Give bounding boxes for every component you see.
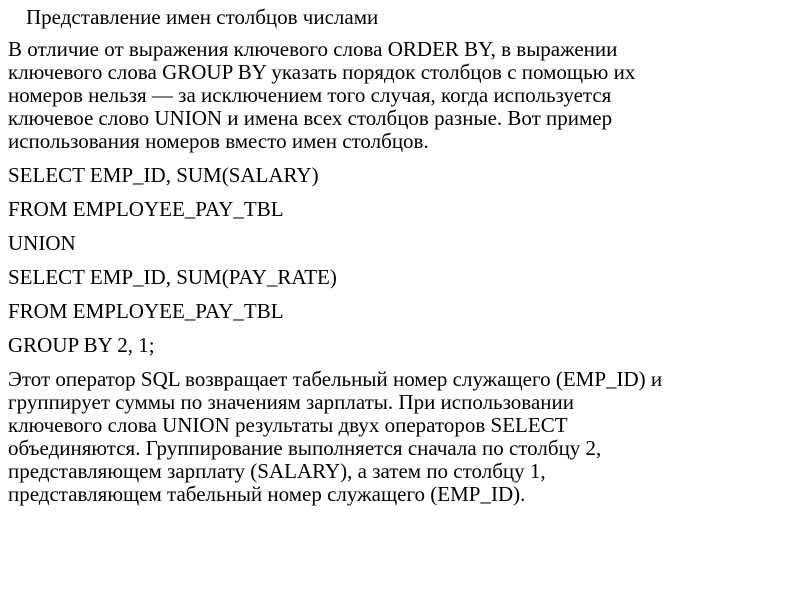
explanation-line: представляющем табельный номер служащего (EMP_ID). [8,482,526,506]
sql-code-line: SELECT EMP_ID, SUM(PAY_RATE) [8,265,337,289]
sql-code-line: SELECT EMP_ID, SUM(SALARY) [8,163,319,187]
slide-title: Представление имен столбцов числами [26,5,379,29]
intro-line: номеров нельзя — за исключением того случая, когда используется [8,83,612,107]
intro-line: ключевого слова GROUP BY указать порядок столбцов с помощью их [8,60,636,84]
sql-code-line: FROM EMPLOYEE_PAY_TBL [8,299,284,323]
intro-line: ключевое слово UNION и имена всех столбцов разные. Вот пример [8,106,613,130]
intro-paragraph [8,38,788,153]
sql-code-line: UNION [8,231,76,255]
intro-line: использования номеров вместо имен столбцов. [8,129,429,153]
slide-content [8,38,788,517]
explanation-line: объединяются. Группирование выполняется сначала по столбцу 2, [8,436,602,460]
explanation-paragraph [8,368,788,506]
explanation-line: ключевого слова UNION результаты двух операторов SELECT [8,413,568,437]
sql-code-line: FROM EMPLOYEE_PAY_TBL [8,197,284,221]
explanation-line: представляющем зарплату (SALARY), а затем по столбцу 1, [8,459,546,483]
explanation-line: Этот оператор SQL возвращает табельный номер служащего (EMP_ID) и [8,367,663,391]
sql-code-line: GROUP BY 2, 1; [8,333,155,357]
explanation-line: группирует суммы по значениям зарплаты. При использовании [8,390,574,414]
intro-line: В отличие от выражения ключевого слова ORDER BY, в выражении [8,37,618,61]
